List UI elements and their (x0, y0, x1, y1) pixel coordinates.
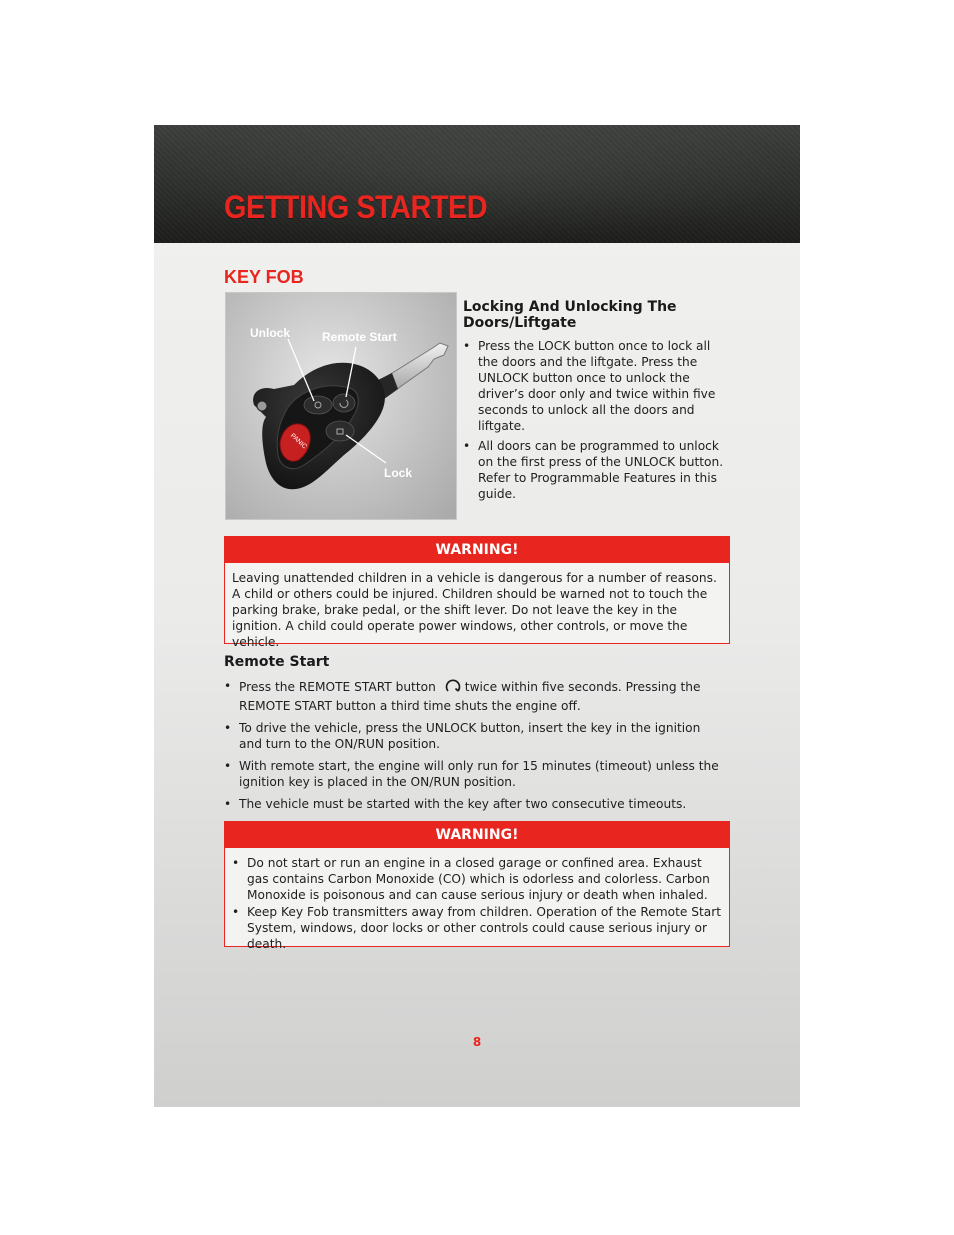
warning-bullets (232, 855, 722, 952)
warning-text: Leaving unattended children in a vehicle is dangerous for a number of reasons. A child or others could be injured. Children should be warned not to touch the parking brake, brake pedal, or the shift lever. Do not leave the key in the ignition. A child could operate power windows, other controls, or move the vehicle. (232, 571, 717, 649)
page-header (154, 125, 800, 243)
list-item: • To drive the vehicle, press the UNLOCK button, insert the key in the ignition and turn to the ON/RUN position. (224, 720, 724, 752)
locking-heading: Locking And Unlocking The Doors/Liftgate (463, 299, 677, 331)
callout-lock: Lock (384, 466, 413, 480)
remote-start-icon (444, 678, 462, 698)
remote-start-text-after-icon: twice within five seconds. Pressing the REMOTE START button a third time shuts the engine off. (239, 680, 701, 713)
list-item: • With remote start, the engine will only run for 15 minutes (timeout) unless the ignition key is placed in the ON/RUN position. (224, 758, 724, 790)
page-title: GETTING STARTED (224, 189, 488, 225)
remote-start-heading: Remote Start (224, 654, 330, 670)
page-number: 8 (472, 1035, 482, 1049)
list-item: • Press the LOCK button once to lock all the doors and the liftgate. Press the UNLOCK button once to unlock the driver’s door only and twice within five seconds to unlock all the doors and liftgate. (463, 338, 733, 434)
warning-box-children (224, 536, 730, 649)
callout-unlock: Unlock (250, 326, 291, 340)
callout-remote-start: Remote Start (322, 330, 397, 344)
key-fob-illustration (226, 293, 456, 519)
remote-start-text-before-icon: Press the REMOTE START button (239, 680, 436, 694)
warning-box-garage (224, 821, 730, 951)
list-item: • Keep Key Fob transmitters away from children. Operation of the Remote Start System, windows, door locks or other controls could cause serious injury or death. (232, 904, 722, 952)
list-item: • All doors can be programmed to unlock on the first press of the UNLOCK button. Refer to Programmable Features in this guide. (463, 438, 733, 502)
remote-start-bullets (224, 678, 724, 818)
list-item: • Do not start or run an engine in a closed garage or confined area. Exhaust gas contains Carbon Monoxide (CO) which is odorless and colorless. Carbon Monoxide is poisonous and can cause serious injury or death when inhaled. (232, 855, 722, 903)
section-title-key-fob: KEY FOB (224, 267, 304, 287)
locking-bullets (463, 338, 733, 506)
key-fob-photo (225, 292, 457, 520)
warning-body (225, 848, 729, 960)
list-item (224, 678, 724, 714)
warning-label: WARNING! (225, 822, 729, 848)
list-item: • The vehicle must be started with the key after two consecutive timeouts. (224, 796, 724, 812)
warning-label: WARNING! (225, 537, 729, 563)
manual-page (154, 125, 800, 1107)
panic-label: PANIC (288, 432, 308, 451)
